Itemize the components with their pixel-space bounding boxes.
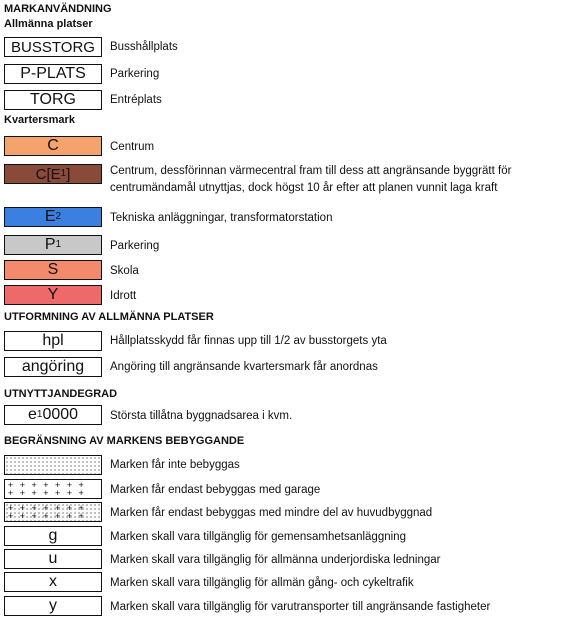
legend-desc-torg: Entréplats xyxy=(110,94,162,106)
legend-desc-parkering: Parkering xyxy=(110,240,160,252)
legend-box-parkering: P 1 xyxy=(4,235,102,255)
legend-code-y: Y xyxy=(47,286,59,303)
legend-code-centrum: C xyxy=(47,137,59,154)
legend-desc-huvudbyggnad: Marken får endast bebyggas med mindre del av huvudbyggnad xyxy=(110,507,433,519)
heading-utnyttjandegrad: UTNYTTJANDEGRAD xyxy=(4,388,118,400)
legend-box-idrott xyxy=(4,285,102,305)
legend-desc-centrum-varmecentral: Centrum, dessförinnan värmecentral fram till dess att angränsande byggrätt för centrumändamål utnyttjas, dock högst 10 år efter att planen vunnit laga kraft xyxy=(110,165,512,194)
legend-box-g: g xyxy=(4,526,102,546)
legend-code-end: ] xyxy=(66,165,71,183)
heading-markanvandning: MARKANVÄNDNING xyxy=(4,3,112,15)
legend-desc-inte-bebyggas: Marken får inte bebyggas xyxy=(110,459,240,471)
legend-desc-tekniska: Tekniska anläggningar, transformatorstation xyxy=(110,212,333,224)
legend-box-hpl: hpl xyxy=(4,331,102,351)
legend-code-s: S xyxy=(47,261,59,278)
heading-begransning: BEGRÄNSNING AV MARKENS BEBYGGANDE xyxy=(4,435,245,447)
legend-desc-varutransporter: Marken skall vara tillgänglig för varutransporter till angränsande fastigheter xyxy=(110,601,491,613)
legend-code-e: E xyxy=(44,208,56,225)
legend-code-e1-end: 0000 xyxy=(42,406,79,423)
legend-box-busstorg: BUSSTORG xyxy=(4,37,102,57)
plus-pattern-row2: + + + + + + + xyxy=(8,488,86,498)
legend-box-x: x xyxy=(4,572,102,592)
legend-desc-garage: Marken får endast bebyggas med garage xyxy=(110,484,321,496)
legend-code-c-e: C[E xyxy=(35,165,61,183)
legend-code-p: P xyxy=(44,236,56,253)
legend-box-y: y xyxy=(4,596,102,616)
legend-box-plus-pattern xyxy=(4,479,102,499)
legend-box-e1-0000: e 1 0000 xyxy=(4,405,102,425)
legend-box-centrum xyxy=(4,136,102,156)
legend-box-p-plats: P-PLATS xyxy=(4,64,102,84)
legend-desc-hpl: Hållplatsskydd får finnas upp till 1/2 av busstorgets yta xyxy=(110,335,387,347)
heading-allmanna-platser: Allmänna platser xyxy=(4,18,93,30)
legend-box-u: u xyxy=(4,549,102,569)
legend-desc-gemensamhetsanlaggning: Marken skall vara tillgänglig för gemensamhetsanläggning xyxy=(110,531,406,543)
heading-kvartersmark: Kvartersmark xyxy=(4,114,75,126)
legend-code-e1: e xyxy=(27,406,37,423)
legend-box-skola xyxy=(4,260,102,280)
legend-desc-byggnadsarea: Största tillåtna byggnadsarea i kvm. xyxy=(110,410,293,422)
legend-desc-underjordiska-ledningar: Marken skall vara tillgänglig för allmänna underjordiska ledningar xyxy=(110,554,441,566)
legend-desc-busstorg: Busshållplats xyxy=(110,41,178,53)
legend-box-dots-plus-pattern xyxy=(4,502,102,522)
legend-box-angoring: angöring xyxy=(4,357,102,377)
legend-desc-centrum: Centrum xyxy=(110,141,155,153)
dots-plus-pattern-row2: + + + + + + + xyxy=(8,511,86,521)
dots-plus-pattern-row1: + + + + + + + xyxy=(8,503,86,513)
legend-desc-angoring: Angöring till angränsande kvartersmark får anordnas xyxy=(110,361,378,373)
legend-box-dotted-pattern xyxy=(4,455,102,475)
legend-desc-gang-cykeltrafik: Marken skall vara tillgänglig för allmän gång- och cykeltrafik xyxy=(110,577,414,589)
plus-pattern-row1: + + + + + + + xyxy=(8,480,86,490)
legend-desc-skola: Skola xyxy=(110,265,139,277)
legend-box-tekniska: E 2 xyxy=(4,207,102,227)
legend-box-centrum-varmecentral: C[E 1 ] xyxy=(4,164,102,184)
legend-desc-idrott: Idrott xyxy=(110,290,137,302)
legend-box-torg: TORG xyxy=(4,90,102,110)
heading-utformning: UTFORMNING AV ALLMÄNNA PLATSER xyxy=(4,311,214,323)
legend-desc-p-plats: Parkering xyxy=(110,68,160,80)
